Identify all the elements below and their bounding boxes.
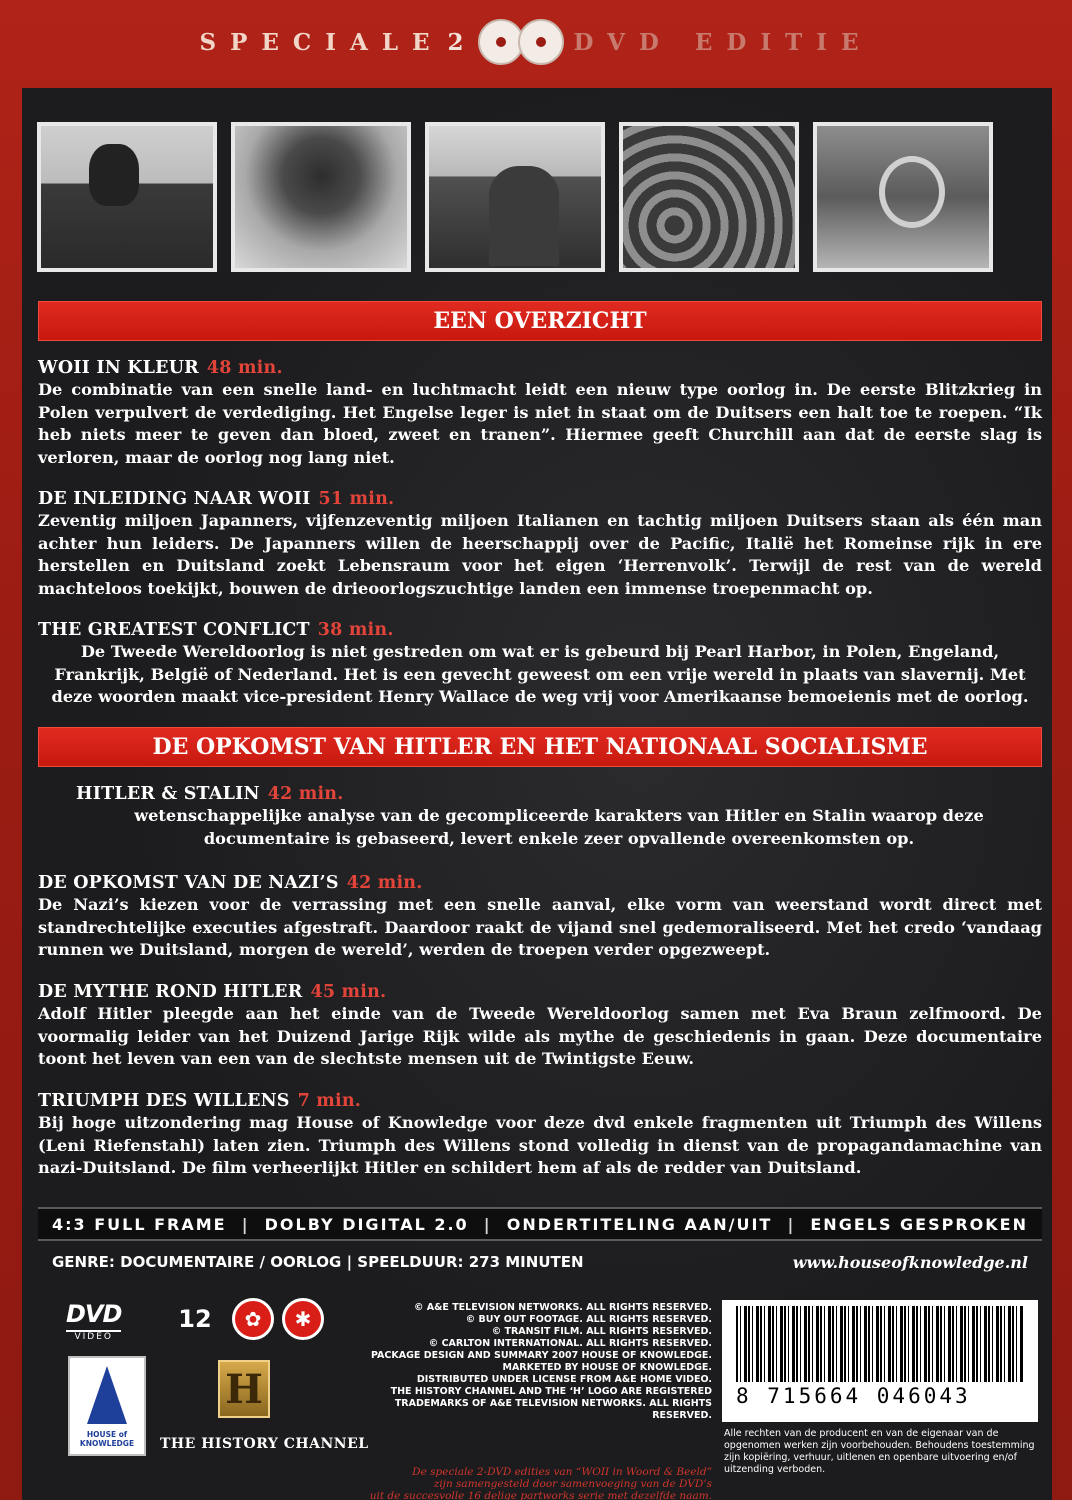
barcode-bars [736, 1306, 1024, 1382]
legal-line: THE HISTORY CHANNEL AND THE ‘H’ LOGO ARE REGISTERED [390, 1386, 712, 1397]
entry-description: De Nazi’s kiezen voor de verrassing met een snelle aanval, elke vorm van weerstand wordt direct met standrechtelijke executies afgestraft. Daardoor raakt de vijand snel gedemoraliseerd. Met het credo ‘vandaag runnen we Duitsland, morgen de wereld’, werden de troepen verder opgezweept. [38, 895, 1042, 959]
website-link[interactable]: www.houseofknowledge.nl [792, 1252, 1028, 1272]
entry-duration: 38 min. [317, 620, 394, 640]
photo-crowd-soldiers [619, 122, 799, 272]
entry-description: De combinatie van een snelle land- en luchtmacht leidt een nieuw type oorlog in. De eerste Blitzkrieg in Polen verpulvert de verdediging. Het Engelse leger is niet in staat om de Duitsers een halt toe te roepen. “Ik heb niets meer te geven dan bloed, zweet en tranen”. Hiermee geeft Churchill aan dat de eerste slag is verloren, maar de oorlog nog lang niet. [38, 380, 1042, 467]
tech-specs-bar [38, 1207, 1042, 1241]
dvd-logo-subtext: VIDEO [66, 1330, 121, 1342]
hok-logo-text: HOUSE of KNOWLEDGE [79, 1430, 135, 1448]
entry-title: DE OPKOMST VAN DE NAZI’S [38, 873, 339, 893]
legal-line: © TRANSIT FILM. ALL RIGHTS RESERVED. [491, 1326, 712, 1337]
dvd-video-logo [66, 1300, 121, 1342]
photo-rally-eagle [813, 122, 993, 272]
entry-duration: 42 min. [267, 784, 344, 804]
history-channel-logo [218, 1360, 270, 1418]
spec-language: ENGELS GESPROKEN [810, 1214, 1028, 1234]
photo-leaders-salute [425, 122, 605, 272]
entry-description: Adolf Hitler pleegde aan het einde van de Tweede Wereldoorlog samen met Eva Braun zelfmoord. De voormalig leider van het Duizend Jarige Rijk wilde als mythe de geschiedenis in gaan. Deze documentaire toont het leven van een van de slechtste mensen uit de Twintigste Eeuw. [38, 1004, 1042, 1068]
double-disc-icon [484, 19, 564, 65]
banner-word-dvd-editie: DVD EDITIE [573, 28, 873, 56]
spec-subtitles: ONDERTITELING AAN/UIT [506, 1214, 773, 1234]
edition-note-line: De speciale 2-DVD edities van “WOII in Woord & Beeld” [412, 1466, 712, 1478]
edition-banner [0, 0, 1072, 84]
entry-duration: 51 min. [318, 489, 395, 509]
entry-duration: 48 min. [206, 358, 283, 378]
entry-triumph-des-willens [38, 1090, 1042, 1180]
photo-explosion [231, 122, 411, 272]
barcode [722, 1300, 1038, 1422]
entry-opkomst-nazis [38, 872, 1042, 962]
entry-duration: 45 min. [310, 982, 387, 1002]
photo-portrait [37, 122, 217, 272]
section-overview-bar [38, 301, 1042, 341]
entry-description: wetenschappelijke analyse van de gecompliceerde karakters van Hitler en Stalin waarop deze documentaire is gebaseerd, levert enkele zeer opvallende overeenkomsten op. [134, 806, 984, 848]
legal-line: © CARLTON INTERNATIONAL. ALL RIGHTS RESERVED. [428, 1338, 712, 1349]
legal-line: © BUY OUT FOOTAGE. ALL RIGHTS RESERVED. [465, 1314, 712, 1325]
legal-line: PACKAGE DESIGN AND SUMMARY 2007 HOUSE OF KNOWLEDGE. [370, 1350, 712, 1361]
entry-mythe-rond-hitler [38, 981, 1042, 1071]
spec-audio: DOLBY DIGITAL 2.0 [264, 1214, 469, 1234]
entry-hitler-stalin [38, 783, 1042, 850]
rights-notice: Alle rechten van de producent en van de eigenaar van de opgenomen werken zijn voorbehouden. Behoudens toestemming zijn kopiëring, verhuur, uitlenen en openbare uitvoering en/of uitzending verboden. [724, 1428, 1035, 1475]
section-rise-bar [38, 727, 1042, 767]
entry-title: TRIUMPH DES WILLENS [38, 1091, 290, 1111]
legal-line: TRADEMARKS OF A&E TELEVISION NETWORKS. ALL RIGHTS RESERVED. [394, 1398, 712, 1421]
house-of-knowledge-logo [68, 1356, 146, 1456]
spec-format: 4:3 FULL FRAME [52, 1214, 227, 1234]
entry-greatest-conflict [38, 619, 1042, 709]
genre-runtime: GENRE: DOCUMENTAIRE / OORLOG | SPEELDUUR: 273 MINUTEN [52, 1253, 584, 1271]
spec-separator: | [787, 1214, 796, 1234]
violence-rating-icon: ✱ [282, 1298, 324, 1340]
edition-note-line: uit de succesvolle 16 delige partworks serie met dezelfde naam. [369, 1490, 712, 1500]
legal-notices [348, 1302, 712, 1422]
edition-note [348, 1466, 712, 1500]
legal-line: DISTRIBUTED UNDER LICENSE FROM A&E HOME VIDEO. [416, 1374, 712, 1385]
spec-separator: | [241, 1214, 250, 1234]
entry-description: Zeventig miljoen Japanners, vijfenzeventig miljoen Italianen en tachtig miljoen Duitsers staan als één man achter hun leiders. De Japanners willen de heerschappij over de Pacific, Italië het Romeinse rijk in ere herstellen en Duitsland zoekt Lebensraum voor het eigen ‘Herrenvolk’. Terwijl de rest van de wereld machteloos toekijkt, bouwen de drieoorlogszuchtige landen een immense troepenmacht op. [38, 511, 1042, 598]
section-overview-title: EEN OVERZICHT [433, 308, 647, 334]
barcode-number: 8 715664 046043 [736, 1384, 971, 1408]
history-h-icon: H [225, 1365, 263, 1413]
entry-inleiding-naar-woii [38, 488, 1042, 600]
legal-line: MARKETED BY HOUSE OF KNOWLEDGE. [502, 1362, 712, 1373]
entry-duration: 7 min. [297, 1091, 362, 1111]
banner-word-speciale: SPECIALE [199, 28, 444, 56]
legal-line: © A&E TELEVISION NETWORKS. ALL RIGHTS RESERVED. [413, 1302, 712, 1313]
banner-number: 2 [447, 28, 478, 56]
entry-title: HITLER & STALIN [76, 784, 260, 804]
entry-title: THE GREATEST CONFLICT [38, 620, 310, 640]
dvd-logo-text: DVD [66, 1300, 122, 1328]
entry-woii-in-kleur [38, 357, 1042, 469]
history-channel-name: THE HISTORY CHANNEL [160, 1436, 369, 1452]
fear-rating-icon: ✿ [232, 1298, 274, 1340]
age-rating-badge: 12 [178, 1305, 212, 1333]
entry-duration: 42 min. [346, 873, 423, 893]
edition-note-line: zijn samengesteld door samenvoeging van de DVD’s [433, 1478, 712, 1490]
entry-description: Bij hoge uitzondering mag House of Knowledge voor deze dvd enkele fragmenten uit Triumph des Willens (Leni Riefenstahl) laten zien. Triumph des Willens stond volledig in dienst van de propagandamachine van nazi-Duitsland. De film verheerlijkt Hitler en schildert hem af als de redder van Duitsland. [38, 1113, 1042, 1177]
entry-title: DE INLEIDING NAAR WOII [38, 489, 311, 509]
photo-strip [37, 122, 993, 272]
entry-title: DE MYTHE ROND HITLER [38, 982, 303, 1002]
section-rise-title: DE OPKOMST VAN HITLER EN HET NATIONAAL SOCIALISME [152, 734, 928, 760]
lighthouse-icon [87, 1366, 127, 1424]
entry-title: WOII IN KLEUR [38, 358, 199, 378]
genre-row [38, 1248, 1042, 1276]
entry-description: De Tweede Wereldoorlog is niet gestreden om wat er is gebeurd bij Pearl Harbor, in Polen, Engeland, Frankrijk, België of Nederland. Het is een gevecht geweest om een vrije wereld in plaats van slavernij. Met deze woorden maakt vice-president Henry Wallace de weg vrij voor Amerikaanse bemoeienis met de oorlog. [51, 642, 1029, 706]
spec-separator: | [483, 1214, 492, 1234]
